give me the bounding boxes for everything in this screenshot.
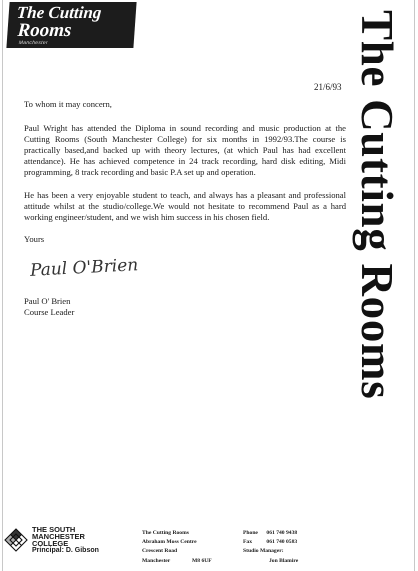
letter-body	[24, 99, 346, 245]
phone-number: 061 740 9438	[266, 530, 298, 536]
logo-line-1: The Cutting	[16, 3, 103, 22]
logo-subtitle: Manchester	[18, 40, 49, 46]
address-postcode: M8 6UF	[192, 557, 212, 564]
paragraph-1: Paul Wright has attended the Diploma in sound recording and music production at the Cutting Rooms (South Manchester College) for six months in 1992/93.The course is practically based,and backed up with theory lectures, (at which Paul has had excellent attendance). He has achieved competence in 24 track recording, hard disk editing, Midi programming, 8 track recording and basic P.A set up and operation.	[24, 123, 346, 178]
manager-name: Jon Blamire	[269, 557, 299, 564]
address-line: Abraham Moss Centre	[142, 539, 197, 546]
college-diamond-logo-icon	[4, 528, 28, 552]
signer-title: Course Leader	[24, 307, 75, 317]
signer-block	[24, 296, 74, 318]
signer-name: Paul O' Brien	[24, 296, 71, 306]
letter-date: 21/6/93	[314, 82, 342, 92]
college-name-line-2: MANCHESTER	[32, 532, 85, 541]
address-line: The Cutting Rooms	[142, 530, 189, 536]
manager-label: Studio Manager:	[243, 548, 284, 555]
salutation: To whom it may concern,	[24, 99, 112, 109]
studio-address	[142, 529, 212, 566]
fax-row	[243, 538, 298, 547]
college-name	[32, 526, 85, 547]
college-principal: Principal: D. Gibson	[32, 547, 99, 554]
address-line: Crescent Road	[142, 548, 178, 555]
phone-row	[243, 529, 298, 538]
paragraph-2: He has been a very enjoyable student to teach, and always has a pleasant and professional attitude whilst at the studio/college.We would not hesitate to recommend Paul as a hard working engineer/student, and we wish him success in his chosen field.	[24, 189, 346, 222]
side-title: The Cutting Rooms	[352, 10, 402, 400]
studio-contact	[243, 529, 298, 566]
fax-number: 061 740 0583	[266, 539, 298, 546]
scan-edge-right	[414, 0, 415, 571]
phone-label: Phone	[243, 530, 258, 536]
cutting-rooms-logo	[6, 2, 136, 48]
scan-edge-left	[2, 0, 3, 571]
logo-line-2: Rooms	[16, 20, 73, 41]
closing: Yours	[24, 233, 45, 244]
handwritten-signature: Paul O'Brien	[29, 255, 139, 281]
fax-label: Fax	[243, 539, 253, 546]
college-name-line-1: THE SOUTH	[32, 525, 76, 534]
college-name-line-3: COLLEGE	[32, 539, 69, 548]
address-line: Manchester	[142, 557, 171, 564]
